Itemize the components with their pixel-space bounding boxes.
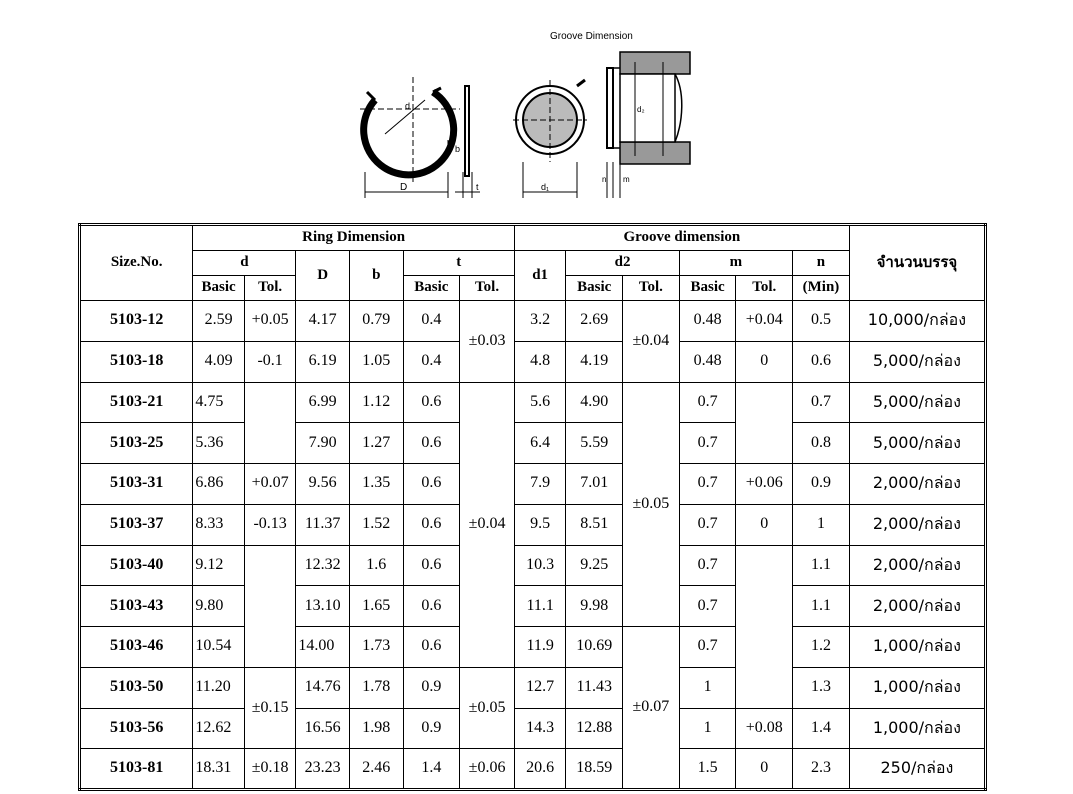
cell-d1: 7.9	[514, 464, 566, 505]
cell-qty: 5,000/กล่อง	[849, 423, 985, 464]
cell-m-tol: 0	[736, 504, 793, 545]
cell-size: 5103-40	[80, 545, 193, 586]
cell-d2-basic: 7.01	[566, 464, 623, 505]
table-row	[80, 423, 986, 464]
header-t-tol: Tol.	[460, 276, 515, 301]
cell-m-tol: 0	[736, 341, 793, 382]
cell-t-basic: 0.4	[403, 341, 460, 382]
cell-d2-basic: 10.69	[566, 627, 623, 668]
cell-m-tol: +0.04	[736, 301, 793, 342]
cell-n: 1.4	[793, 708, 850, 749]
cell-t-basic: 0.6	[403, 504, 460, 545]
header-d: d	[193, 251, 296, 276]
table-row	[80, 301, 986, 342]
cell-d-tol: -0.13	[244, 504, 296, 545]
cell-qty: 2,000/กล่อง	[849, 545, 985, 586]
cell-t-tol: ±0.03	[460, 301, 515, 383]
cell-n: 0.6	[793, 341, 850, 382]
cell-d2-tol: ±0.04	[623, 301, 680, 383]
cell-t-basic: 1.4	[403, 749, 460, 790]
cell-n: 0.7	[793, 382, 850, 423]
cell-m-basic: 1.5	[679, 749, 736, 790]
cell-n: 1.3	[793, 667, 850, 708]
cell-qty: 2,000/กล่อง	[849, 504, 985, 545]
header-groove-dimension: Groove dimension	[514, 225, 849, 251]
header-ring-dimension: Ring Dimension	[193, 225, 515, 251]
cell-size: 5103-43	[80, 586, 193, 627]
groove-cross-section	[607, 52, 690, 198]
e-ring-spec-table	[78, 223, 987, 791]
cell-m-basic: 0.48	[679, 341, 736, 382]
cell-D: 9.56	[296, 464, 350, 505]
table-row	[80, 464, 986, 505]
cell-n: 1.1	[793, 586, 850, 627]
cell-d1: 3.2	[514, 301, 566, 342]
header-d2-basic: Basic	[566, 276, 623, 301]
cell-D: 11.37	[296, 504, 350, 545]
label-n: n	[602, 175, 607, 184]
cell-b: 1.35	[349, 464, 403, 505]
cell-b: 1.6	[349, 545, 403, 586]
groove-front-view	[513, 80, 587, 198]
cell-D: 16.56	[296, 708, 350, 749]
cell-n: 1.1	[793, 545, 850, 586]
cell-t-tol: ±0.05	[460, 667, 515, 749]
cell-d1: 4.8	[514, 341, 566, 382]
header-n: n	[793, 251, 850, 276]
cell-qty: 5,000/กล่อง	[849, 341, 985, 382]
cell-m-basic: 0.7	[679, 504, 736, 545]
cell-m-basic: 0.7	[679, 627, 736, 668]
cell-n: 0.8	[793, 423, 850, 464]
cell-m-basic: 0.48	[679, 301, 736, 342]
table-row	[80, 627, 986, 668]
cell-d2-basic: 18.59	[566, 749, 623, 790]
cell-size: 5103-37	[80, 504, 193, 545]
cell-D: 4.17	[296, 301, 350, 342]
cell-size: 5103-25	[80, 423, 193, 464]
header-d1: d1	[514, 251, 566, 301]
cell-d-basic: 8.33	[193, 504, 245, 545]
cell-D: 23.23	[296, 749, 350, 790]
cell-d1: 14.3	[514, 708, 566, 749]
cell-D: 6.19	[296, 341, 350, 382]
cell-d1: 6.4	[514, 423, 566, 464]
cell-b: 1.52	[349, 504, 403, 545]
cell-m-tol: 0	[736, 749, 793, 790]
cell-d-basic: 9.80	[193, 586, 245, 627]
table-row	[80, 749, 986, 790]
label-m: m	[623, 175, 630, 184]
cell-size: 5103-46	[80, 627, 193, 668]
cell-d-tol-spacer	[244, 382, 296, 464]
header-b: b	[349, 251, 403, 301]
cell-t-basic: 0.6	[403, 586, 460, 627]
cell-d1: 10.3	[514, 545, 566, 586]
cell-d1: 11.1	[514, 586, 566, 627]
cell-n: 2.3	[793, 749, 850, 790]
cell-m-basic: 0.7	[679, 382, 736, 423]
cell-b: 1.12	[349, 382, 403, 423]
header-t-basic: Basic	[403, 276, 460, 301]
cell-d2-basic: 4.19	[566, 341, 623, 382]
cell-qty: 2,000/กล่อง	[849, 464, 985, 505]
cell-t-basic: 0.4	[403, 301, 460, 342]
cell-m-basic: 1	[679, 667, 736, 708]
header-t: t	[403, 251, 514, 276]
cell-d2-tol: ±0.05	[623, 382, 680, 627]
cell-d2-basic: 12.88	[566, 708, 623, 749]
cell-b: 2.46	[349, 749, 403, 790]
cell-size: 5103-56	[80, 708, 193, 749]
cell-size: 5103-31	[80, 464, 193, 505]
cell-d2-tol: ±0.07	[623, 627, 680, 790]
cell-size: 5103-12	[80, 301, 193, 342]
cell-d2-basic: 8.51	[566, 504, 623, 545]
cell-d-tol: ±0.15	[244, 667, 296, 749]
cell-size: 5103-81	[80, 749, 193, 790]
cell-d-tol: +0.07	[244, 464, 296, 505]
cell-m-basic: 1	[679, 708, 736, 749]
cell-d2-basic: 11.43	[566, 667, 623, 708]
cell-t-basic: 0.9	[403, 708, 460, 749]
cell-t-basic: 0.6	[403, 627, 460, 668]
cell-b: 1.05	[349, 341, 403, 382]
cell-d-basic: 5.36	[193, 423, 245, 464]
cell-b: 1.73	[349, 627, 403, 668]
header-d-tol: Tol.	[244, 276, 296, 301]
header-m-basic: Basic	[679, 276, 736, 301]
cell-b: 1.27	[349, 423, 403, 464]
e-ring-drawing	[360, 77, 460, 198]
cell-t-basic: 0.6	[403, 545, 460, 586]
diagram-caption: Groove Dimension	[550, 31, 633, 42]
header-m-tol: Tol.	[736, 276, 793, 301]
cell-b: 1.98	[349, 708, 403, 749]
cell-n: 0.9	[793, 464, 850, 505]
cell-d-basic: 2.59	[193, 301, 245, 342]
header-D: D	[296, 251, 350, 301]
cell-m-basic: 0.7	[679, 586, 736, 627]
table-row	[80, 708, 986, 749]
cell-d2-basic: 9.98	[566, 586, 623, 627]
cell-m-tol-spacer	[736, 382, 793, 464]
label-t: t	[476, 182, 479, 192]
label-d2: d₂	[637, 105, 645, 114]
cell-m-tol: +0.06	[736, 464, 793, 505]
cell-m-basic: 0.7	[679, 545, 736, 586]
table-row	[80, 545, 986, 586]
table-row	[80, 504, 986, 545]
cell-d2-basic: 5.59	[566, 423, 623, 464]
cell-size: 5103-18	[80, 341, 193, 382]
header-d2-tol: Tol.	[623, 276, 680, 301]
label-D: D	[400, 182, 408, 193]
cell-D: 14.00	[296, 627, 350, 668]
cell-qty: 1,000/กล่อง	[849, 667, 985, 708]
cell-d-tol-spacer	[244, 545, 296, 667]
cell-t-tol: ±0.04	[460, 382, 515, 667]
cell-d1: 11.9	[514, 627, 566, 668]
cell-d-basic: 11.20	[193, 667, 245, 708]
cell-t-basic: 0.6	[403, 464, 460, 505]
cell-d-basic: 4.75	[193, 382, 245, 423]
cell-d-basic: 18.31	[193, 749, 245, 790]
cell-d1: 12.7	[514, 667, 566, 708]
header-n-min: (Min)	[793, 276, 850, 301]
cell-D: 6.99	[296, 382, 350, 423]
cell-d1: 9.5	[514, 504, 566, 545]
cell-d-basic: 4.09	[193, 341, 245, 382]
table-row	[80, 341, 986, 382]
cell-qty: 10,000/กล่อง	[849, 301, 985, 342]
header-size: Size.No.	[80, 225, 193, 301]
cell-d-basic: 9.12	[193, 545, 245, 586]
cell-D: 12.32	[296, 545, 350, 586]
table-row	[80, 667, 986, 708]
cell-size: 5103-21	[80, 382, 193, 423]
cell-qty: 1,000/กล่อง	[849, 708, 985, 749]
cell-qty: 1,000/กล่อง	[849, 627, 985, 668]
ring-groove-diagram	[345, 22, 705, 204]
header-m: m	[679, 251, 792, 276]
table-row	[80, 586, 986, 627]
cell-qty: 2,000/กล่อง	[849, 586, 985, 627]
cell-d1: 5.6	[514, 382, 566, 423]
cell-d-basic: 10.54	[193, 627, 245, 668]
cell-qty: 5,000/กล่อง	[849, 382, 985, 423]
cell-n: 1.2	[793, 627, 850, 668]
cell-d-tol: +0.05	[244, 301, 296, 342]
cell-t-basic: 0.6	[403, 423, 460, 464]
cell-d-tol: -0.1	[244, 341, 296, 382]
cell-d-basic: 12.62	[193, 708, 245, 749]
cell-D: 13.10	[296, 586, 350, 627]
label-d1: d₁	[541, 182, 550, 192]
cell-n: 1	[793, 504, 850, 545]
cell-m-basic: 0.7	[679, 423, 736, 464]
table-row	[80, 382, 986, 423]
cell-t-basic: 0.6	[403, 382, 460, 423]
cell-d-basic: 6.86	[193, 464, 245, 505]
cell-d2-basic: 2.69	[566, 301, 623, 342]
label-d: d	[405, 101, 411, 111]
cell-b: 1.65	[349, 586, 403, 627]
cell-d-tol: ±0.18	[244, 749, 296, 790]
cell-n: 0.5	[793, 301, 850, 342]
cell-m-tol: +0.08	[736, 708, 793, 749]
cell-size: 5103-50	[80, 667, 193, 708]
cell-D: 7.90	[296, 423, 350, 464]
header-d2: d2	[566, 251, 679, 276]
cell-b: 0.79	[349, 301, 403, 342]
cell-b: 1.78	[349, 667, 403, 708]
cell-D: 14.76	[296, 667, 350, 708]
cell-qty: 250/กล่อง	[849, 749, 985, 790]
cell-t-basic: 0.9	[403, 667, 460, 708]
cell-m-basic: 0.7	[679, 464, 736, 505]
cell-d2-basic: 9.25	[566, 545, 623, 586]
cell-t-tol: ±0.06	[460, 749, 515, 790]
cell-m-tol-spacer	[736, 545, 793, 708]
header-d-basic: Basic	[193, 276, 245, 301]
label-b: b	[455, 144, 461, 154]
cell-d1: 20.6	[514, 749, 566, 790]
cell-d2-basic: 4.90	[566, 382, 623, 423]
header-package: จำนวนบรรจุ	[849, 225, 985, 301]
